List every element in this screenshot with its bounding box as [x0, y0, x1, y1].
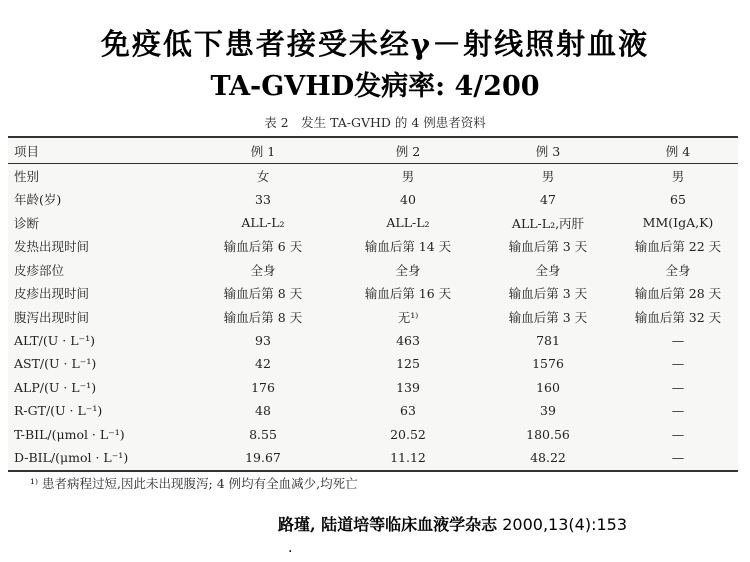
table-cell: 11.12 [338, 446, 478, 471]
table-cell: 93 [255, 332, 271, 348]
column-header: 例 4 [618, 137, 738, 164]
table-cell: 65 [670, 191, 686, 207]
table-row [8, 235, 738, 259]
table-cell: 全身 [395, 262, 421, 278]
table-cell: 20.52 [390, 426, 426, 442]
table-cell: 180.56 [526, 426, 570, 442]
table-cell: — [671, 356, 685, 372]
row-label: 诊断 [14, 215, 40, 231]
table-cell: 125 [396, 356, 420, 372]
table-cell: 39 [540, 403, 556, 419]
table-cell: 输血后第 32 天 [634, 309, 722, 325]
table-cell: 33 [255, 191, 271, 207]
row-label: T-BIL/(μmol · L⁻¹) [14, 426, 125, 442]
table-cell: 输血后第 22 天 [634, 239, 722, 255]
table-row [8, 352, 738, 376]
table-cell: 48 [255, 403, 271, 419]
table-cell: 全身 [250, 262, 276, 278]
row-label: D-BIL/(μmol · L⁻¹) [8, 446, 188, 471]
table-cell: MM(IgA,K) [642, 215, 714, 231]
table-row [8, 446, 738, 471]
table-cell: 139 [396, 379, 420, 395]
table-cell: — [671, 403, 685, 419]
table-cell: 全身 [535, 262, 561, 278]
table-cell: 输血后第 8 天 [223, 286, 303, 302]
table-cell: 8.55 [249, 426, 277, 442]
table-cell: 无¹⁾ [397, 309, 419, 325]
row-label: ALT/(U · L⁻¹) [14, 332, 95, 348]
table-cell: 176 [251, 379, 275, 395]
table-cell: 输血后第 3 天 [508, 286, 588, 302]
row-label: 性别 [14, 168, 40, 184]
row-label: ALP/(U · L⁻¹) [14, 379, 97, 395]
table-cell: 男 [541, 168, 555, 184]
table-cell: 40 [400, 191, 416, 207]
table-cell: ALL-L₂,丙肝 [511, 215, 585, 231]
slide-title-line2: TA-GVHD发病率: 4/200 [210, 71, 540, 102]
table-cell: 48.22 [478, 446, 618, 471]
table-cell: 输血后第 8 天 [223, 309, 303, 325]
table-row [8, 329, 738, 353]
citation-reference: 2000,13(4):153 [497, 515, 627, 534]
table-cell: 全身 [665, 262, 691, 278]
table-body [8, 164, 738, 471]
table-cell: 女 [256, 168, 270, 184]
table-cell: 输血后第 14 天 [364, 239, 452, 255]
row-label: 皮疹部位 [14, 262, 65, 278]
table-row [8, 258, 738, 282]
table-row [8, 282, 738, 306]
table-cell: 输血后第 16 天 [364, 286, 452, 302]
table-cell: 781 [536, 332, 560, 348]
table-cell: 63 [400, 403, 416, 419]
table-cell: ALL-L₂ [386, 215, 430, 231]
table-cell: — [618, 446, 738, 471]
column-header: 例 1 [188, 137, 338, 164]
table-row [8, 188, 738, 212]
row-label: 发热出现时间 [14, 239, 90, 255]
table-cell: 输血后第 3 天 [508, 309, 588, 325]
table-header-row [8, 137, 738, 164]
table-cell: 160 [536, 379, 560, 395]
table-cell: — [671, 426, 685, 442]
table-cell: 男 [401, 168, 415, 184]
table-row [8, 399, 738, 423]
table-cell: 47 [540, 191, 556, 207]
table-cell: ALL-L₂ [241, 215, 285, 231]
table-cell: 463 [396, 332, 420, 348]
column-header: 项目 [8, 137, 188, 164]
row-label: 年龄(岁) [14, 192, 62, 208]
trailing-mark: . [288, 540, 293, 556]
table-cell: 1576 [532, 356, 564, 372]
table-row [8, 164, 738, 188]
citation [278, 512, 627, 535]
table-cell: 输血后第 3 天 [508, 239, 588, 255]
row-label: R-GT/(U · L⁻¹) [14, 403, 103, 419]
table-cell: — [671, 332, 685, 348]
patient-data-table-container [8, 136, 738, 472]
slide-title-line1: 免疫低下患者接受未经γ－射线照射血液 [100, 27, 650, 61]
table-cell: 男 [671, 168, 685, 184]
row-label: AST/(U · L⁻¹) [14, 356, 97, 372]
table-row [8, 423, 738, 447]
patient-data-table [8, 136, 738, 472]
citation-authors-journal: 路瑾, 陆道培等临床血液学杂志 [278, 515, 498, 534]
table-row [8, 376, 738, 400]
table-cell: 42 [255, 356, 271, 372]
row-label: 腹泻出现时间 [14, 309, 90, 325]
table-caption: 表 2 发生 TA-GVHD 的 4 例患者资料 [264, 115, 486, 130]
column-header: 例 3 [478, 137, 618, 164]
row-label: 皮疹出现时间 [14, 286, 90, 302]
table-cell: — [671, 379, 685, 395]
column-header: 例 2 [338, 137, 478, 164]
table-row [8, 211, 738, 235]
table-cell: 输血后第 6 天 [223, 239, 303, 255]
table-footnote: ¹⁾ 患者病程过短,因此未出现腹泻; 4 例均有全血减少,均死亡 [30, 476, 358, 491]
table-row [8, 305, 738, 329]
table-cell: 19.67 [188, 446, 338, 471]
table-cell: 输血后第 28 天 [634, 286, 722, 302]
